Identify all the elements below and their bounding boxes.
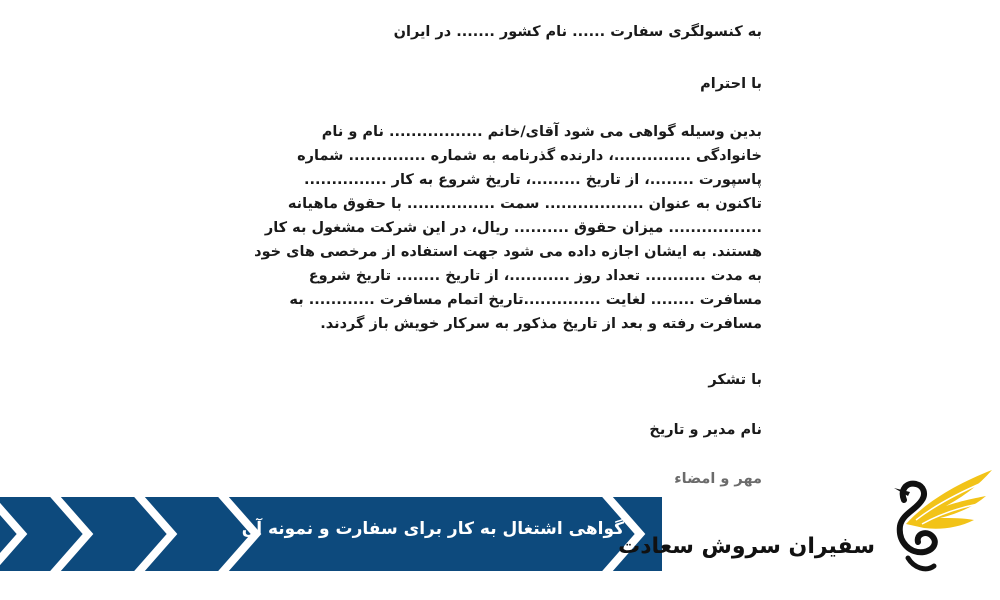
body-line-7: به مدت ........... تعداد روز ...........، از تاریخ ........ تاریخ شروع <box>308 268 762 284</box>
body-line-6: هستند. به ایشان اجازه داده می شود جهت استفاده از مرخصی های خود <box>254 244 762 260</box>
greeting-line: با احترام <box>700 76 762 92</box>
manager-line: نام مدیر و تاریخ <box>649 422 762 438</box>
banner-title: گواهی اشتغال به کار برای سفارت و نمونه آن <box>241 519 624 539</box>
stamp-signature-line: مهر و امضاء <box>674 471 762 487</box>
title-banner <box>0 497 662 571</box>
addressee-line: به کنسولگری سفارت ...... نام کشور ....... در ایران <box>393 24 762 40</box>
body-line-9: مسافرت رفته و بعد از تاریخ مذکور به سرکار خویش باز گردند. <box>320 316 762 332</box>
body-line-1: بدین وسیله گواهی می شود آقای/خانم ................. نام و نام <box>321 124 762 140</box>
phoenix-logo-icon <box>886 462 994 582</box>
logo-text: سفیران سروش سعادت <box>618 534 875 559</box>
body-line-4: تاکنون به عنوان .................. سمت ................ با حقوق ماهیانه <box>287 196 762 212</box>
company-logo <box>618 462 991 582</box>
body-line-2: خانوادگی ..............، دارنده گذرنامه به شماره .............. شماره <box>297 148 762 164</box>
body-line-3: پاسپورت ........، از تاریخ .........، تاریخ شروع به کار ............... <box>303 172 762 188</box>
closing-line: با تشکر <box>708 372 762 388</box>
chevron-decoration <box>114 497 192 571</box>
body-line-5: ................. میزان حقوق .......... ریال، در این شرکت مشغول به کار <box>264 220 762 236</box>
body-line-8: مسافرت ........ لغایت ..............تاریخ اتمام مسافرت ............ به <box>289 292 762 308</box>
chevron-decoration <box>30 497 108 571</box>
